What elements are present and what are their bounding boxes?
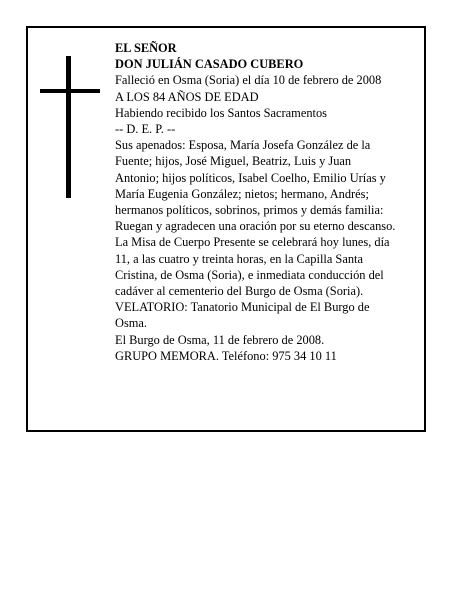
contact-line: GRUPO MEMORA. Teléfono: 975 34 10 11 [115,348,337,363]
mourners-line: Antonio; hijos políticos, Isabel Coelho, Emilio Urías y [115,170,386,185]
wake-paragraph [115,299,421,331]
mass-line: La Misa de Cuerpo Presente se celebrará hoy lunes, día [115,235,390,250]
place-date-line: El Burgo de Osma, 11 de febrero de 2008. [115,332,325,347]
cross-vertical-bar [66,56,71,198]
wake-line: Osma. [115,316,148,331]
mourners-line: María Eugenia González; nietos; hermano, Andrés; [115,186,369,201]
mass-line: 11, a las cuatro y treinta horas, en la Capilla Santa [115,251,363,266]
cross-horizontal-bar [40,89,100,93]
wake-line: VELATORIO: Tanatorio Municipal de El Burgo de [115,300,370,315]
mourners-paragraph [115,137,421,234]
mass-paragraph [115,234,421,299]
death-line: Falleció en Osma (Soria) el día 10 de febrero de 2008 [115,73,382,88]
age-line: A LOS 84 AÑOS DE EDAD [115,89,259,104]
mourners-line: hermanos políticos, sobrinos, primos y demás familia: [115,203,384,218]
notice-title: EL SEÑOR [115,41,177,55]
mass-line: Cristina, de Osma (Soria), e inmediata conducción del [115,267,384,282]
mourners-line: Ruegan y agradecen una oración por su eterno descanso. [115,219,396,234]
mourners-line: Fuente; hijos, José Miguel, Beatriz, Luis y Juan [115,154,352,169]
mass-line: cadáver al cementerio del Burgo de Osma (Soria). [115,284,364,299]
deceased-name: DON JULIÁN CASADO CUBERO [115,57,304,72]
rip-line: -- D. E. P. -- [115,122,176,137]
cross-icon [40,56,100,198]
sacraments-line: Habiendo recibido los Santos Sacramentos [115,105,327,120]
mourners-line: Sus apenados: Esposa, María Josefa González de la [115,138,371,153]
notice-text [115,40,421,364]
obituary-notice [26,26,426,432]
